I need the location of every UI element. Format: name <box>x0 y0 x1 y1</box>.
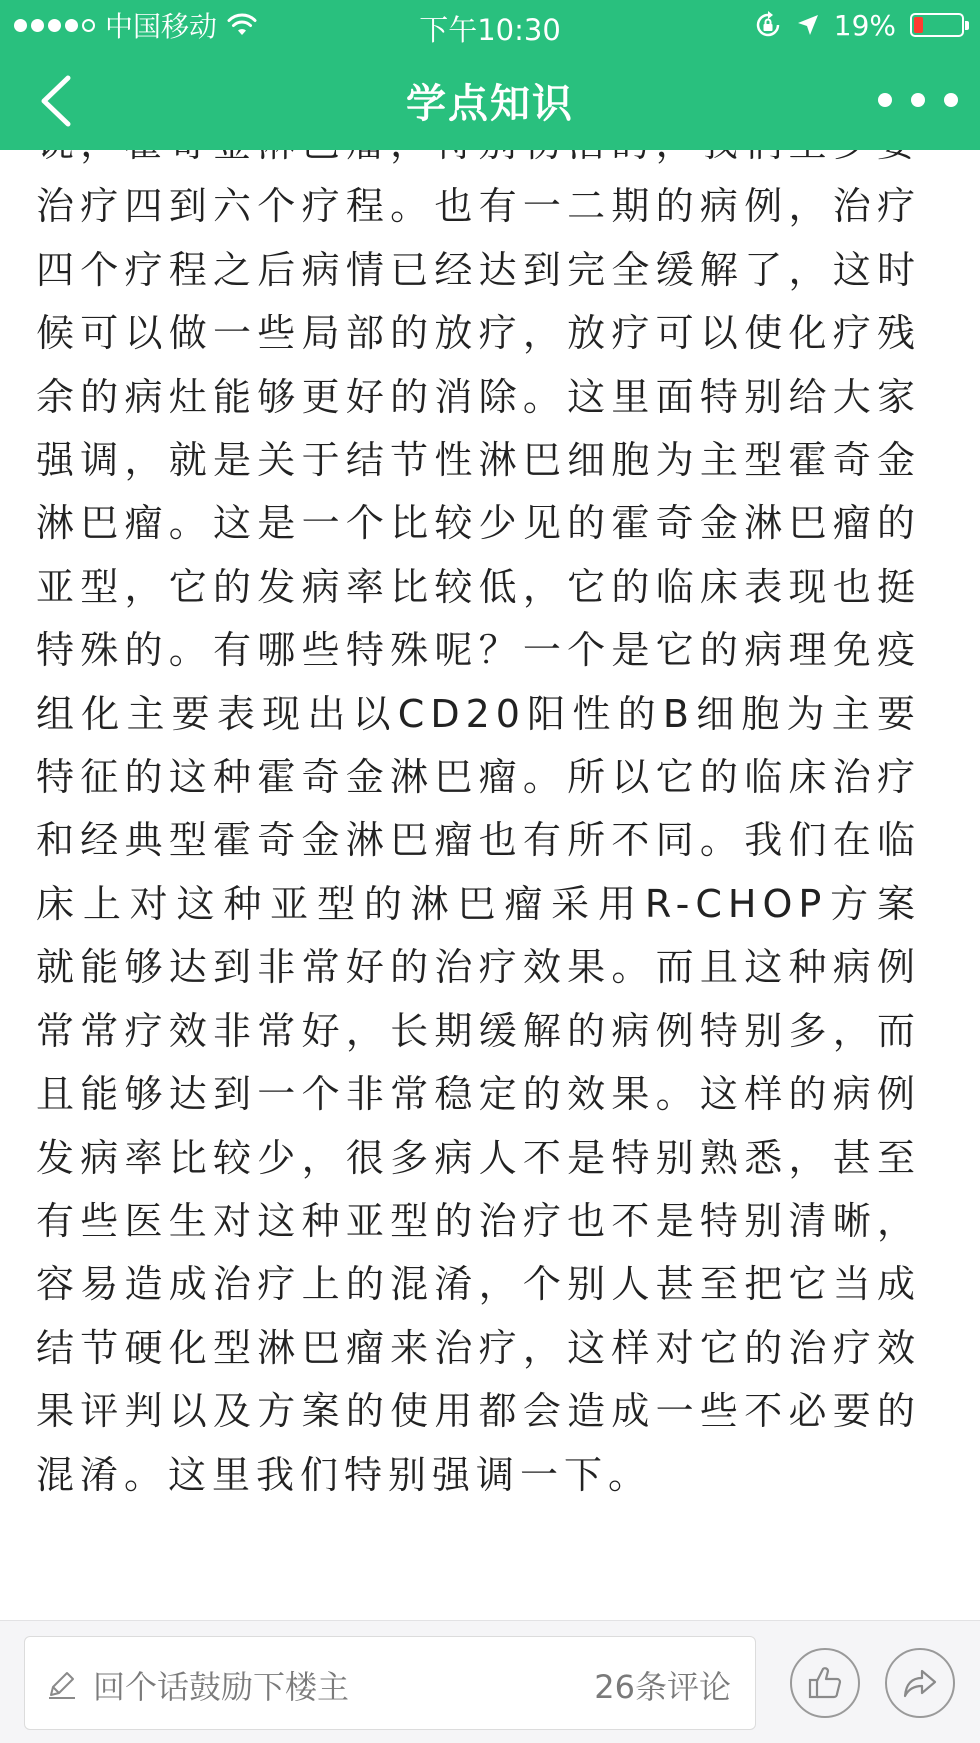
page-title: 学点知识 <box>406 81 574 127</box>
more-button[interactable] <box>878 80 958 120</box>
comment-placeholder: 回个话鼓励下楼主 <box>93 1668 350 1706</box>
battery-fill <box>914 17 923 33</box>
status-bar <box>0 0 980 50</box>
status-time: 下午10:30 <box>419 13 561 47</box>
rotation-lock-icon <box>754 11 782 39</box>
share-button[interactable] <box>885 1648 955 1718</box>
like-button[interactable] <box>790 1648 860 1718</box>
more-dots-icon <box>878 93 892 107</box>
app-header <box>0 0 980 150</box>
battery-icon <box>910 13 964 37</box>
nav-bar <box>0 50 980 150</box>
share-arrow-icon <box>900 1663 940 1703</box>
article-content[interactable] <box>0 150 980 1620</box>
comment-input[interactable] <box>24 1636 756 1730</box>
thumbs-up-icon <box>805 1663 845 1703</box>
pencil-icon <box>45 1667 79 1701</box>
comment-count[interactable]: 26条评论 <box>594 1668 731 1706</box>
bottom-action-bar <box>0 1620 980 1743</box>
status-right <box>754 8 964 42</box>
location-arrow-icon <box>796 13 820 37</box>
article-body: 治疗四到六个疗程。也有一二期的病例，治疗四个疗程之后病情已经达到完全缓解了，这时候可以做一些局部的放疗，放疗可以使化疗残余的病灶能够更好的消除。这里面特别给大家强调，就是关于结节性淋巴细胞为主型霍奇金淋巴瘤。这是一个比较少见的霍奇金淋巴瘤的亚型，它的发病率比较低，它的临床表现也挺特殊的。有哪些特殊呢？一个是它的病理免疫组化主要表现出以CD20阳性的B细胞为主要特征的这种霍奇金淋巴瘤。所以它的临床治疗和经典型霍奇金淋巴瘤也有所不同。我们在临床上对这种亚型的淋巴瘤采用R-CHOP方案就能够达到非常好的治疗效果。而且这种病例常常疗效非常好，长期缓解的病例特别多，而且能够达到一个非常稳定的效果。这样的病例发病率比较少，很多病人不是特别熟悉，甚至有些医生对这种亚型的治疗也不是特别清晰，容易造成治疗上的混淆，个别人甚至把它当成结节硬化型淋巴瘤来治疗，这样对它的治疗效果评判以及方案的使用都会造成一些不必要的混淆。这里我们特别强调一下。 <box>36 184 921 1497</box>
carrier-name: 中国移动 <box>105 10 218 43</box>
battery-percent: 19% <box>833 8 896 42</box>
